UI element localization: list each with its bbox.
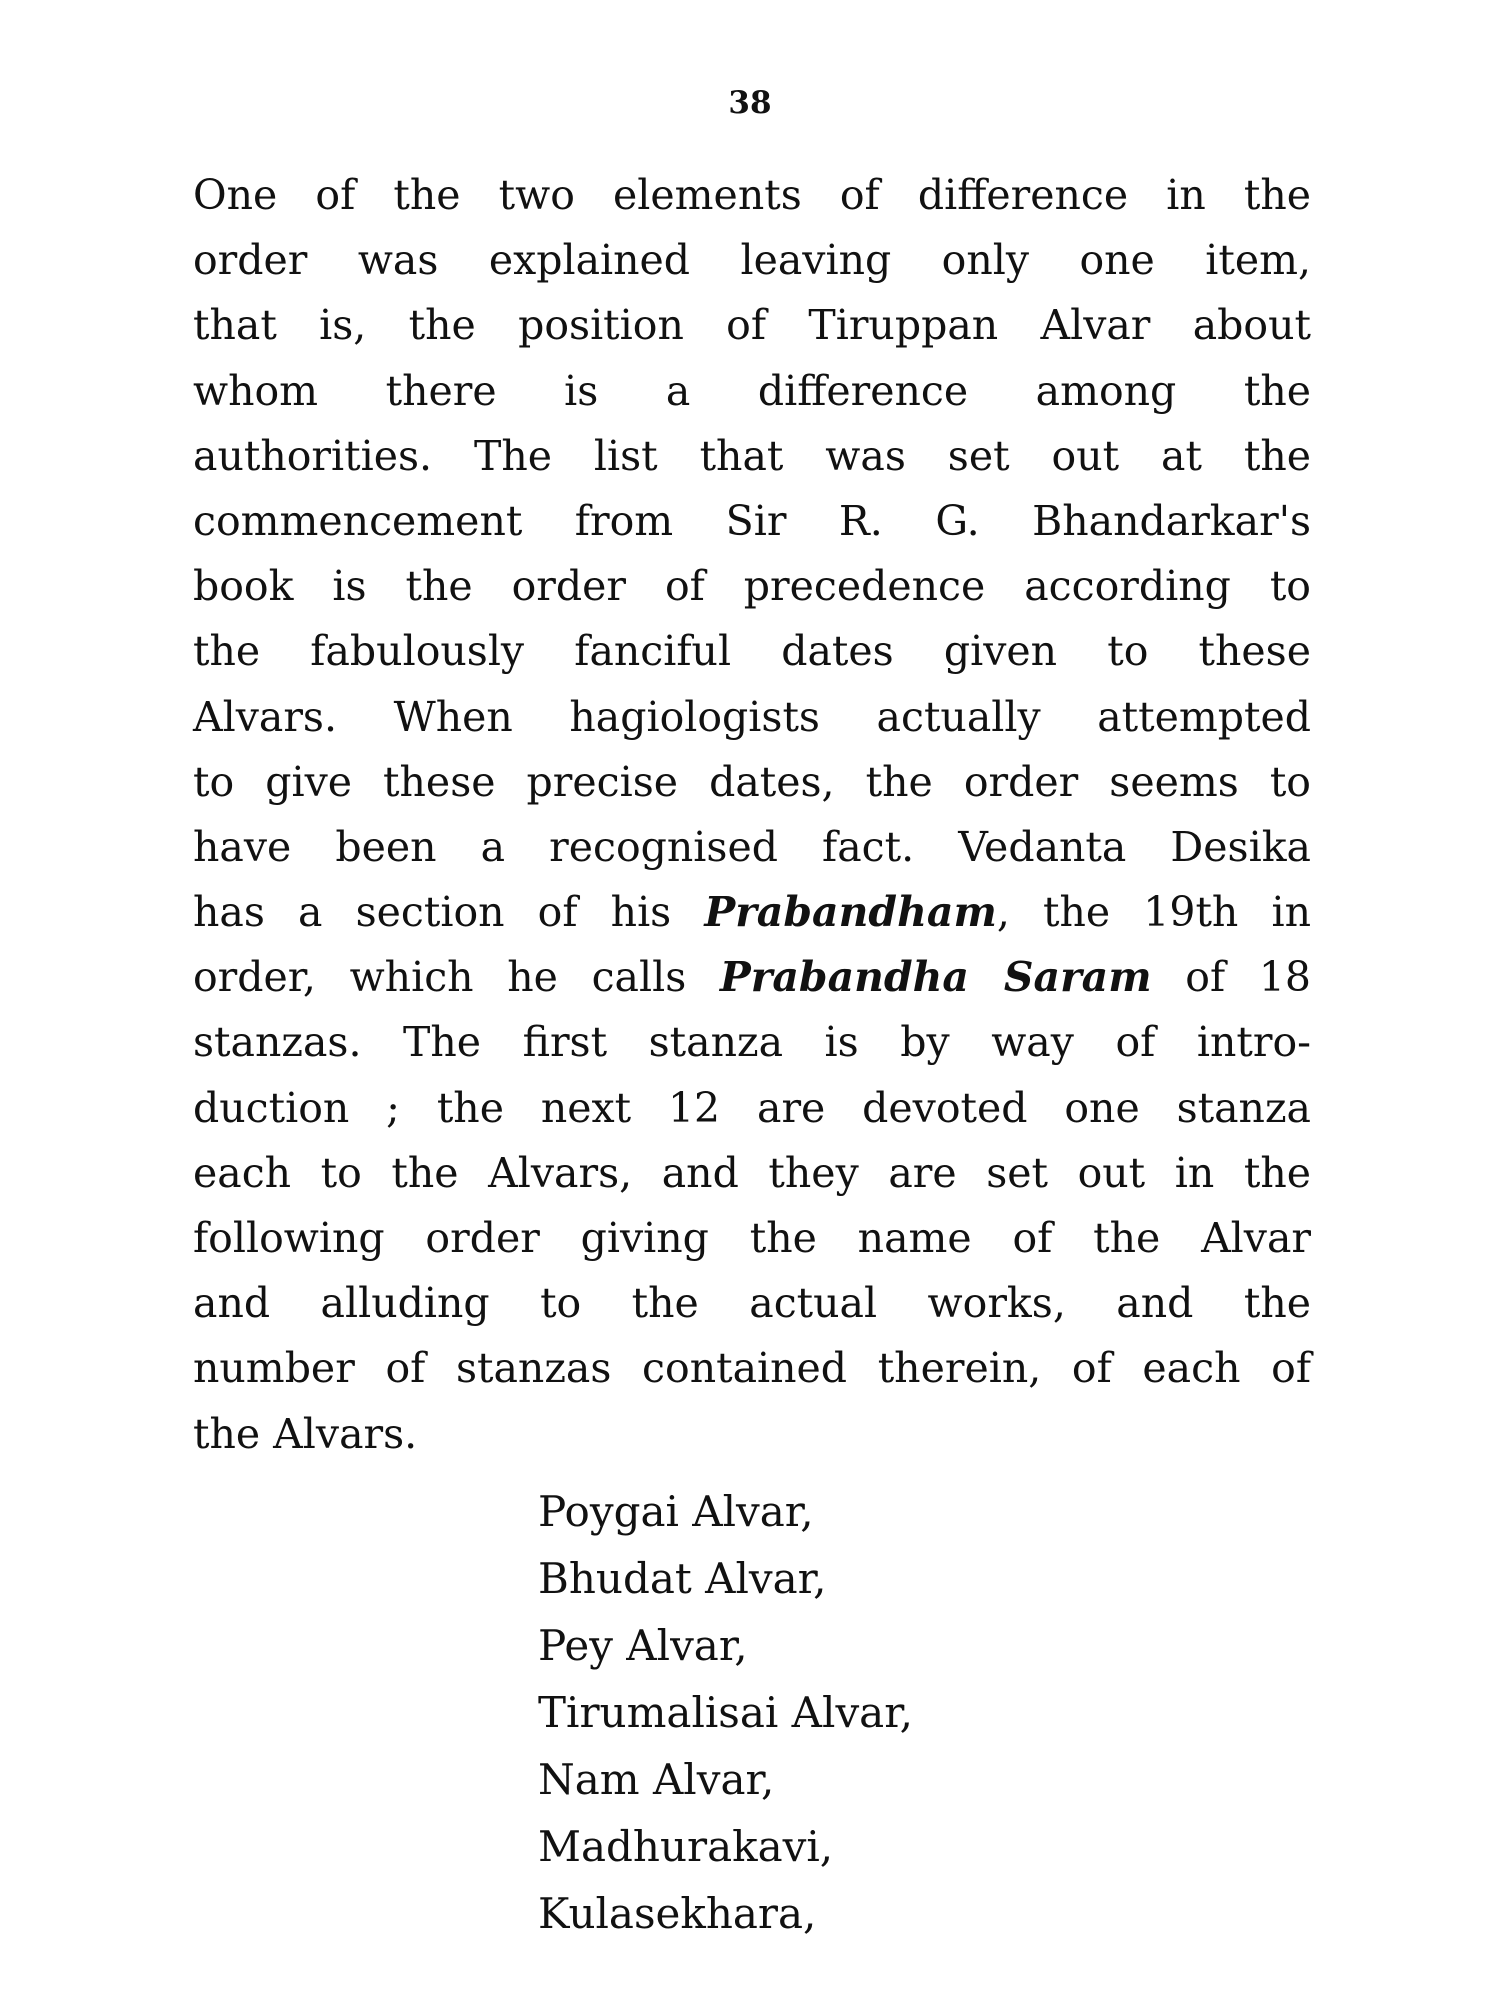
- text-line: number of stanzas contained therein, of each of: [193, 1344, 1311, 1393]
- text-line: order, which he calls Prabandha Saram of 18: [193, 953, 1311, 1002]
- text-line: stanzas. The first stanza is by way of intro-: [193, 1018, 1311, 1067]
- text-line: have been a recognised fact. Vedanta Desika: [193, 822, 1311, 871]
- text-line: each to the Alvars, and they are set out in the: [193, 1148, 1311, 1197]
- work-title: Prabandha Saram: [719, 953, 1152, 1002]
- text-line: duction ; the next 12 are devoted one stanza: [193, 1083, 1311, 1132]
- text-line: has a section of his Prabandham, the 19th in: [193, 888, 1311, 937]
- text-line: and alluding to the actual works, and the: [193, 1279, 1311, 1328]
- list-item: Madhurakavi,: [538, 1822, 834, 1871]
- list-item: Pey Alvar,: [538, 1621, 748, 1670]
- text-line: to give these precise dates, the order seems to: [193, 757, 1311, 806]
- text-line: book is the order of precedence according to: [193, 562, 1311, 611]
- list-item: Nam Alvar,: [538, 1755, 775, 1804]
- text-line: the fabulously fanciful dates given to these: [193, 627, 1311, 676]
- text-line: commencement from Sir R. G. Bhandarkar's: [193, 496, 1311, 545]
- body-paragraph: [193, 163, 1311, 1467]
- alvar-list: [538, 1478, 913, 1947]
- page-number: 38: [728, 85, 772, 121]
- list-item: Tirumalisai Alvar,: [538, 1688, 914, 1737]
- text-line: Alvars. When hagiologists actually attempted: [193, 692, 1311, 741]
- text-line: the Alvars.: [193, 1409, 418, 1458]
- text-line: that is, the position of Tiruppan Alvar about: [193, 301, 1311, 350]
- text-line: authorities. The list that was set out at the: [193, 431, 1311, 480]
- text-line: whom there is a difference among the: [193, 366, 1311, 415]
- list-item: Bhudat Alvar,: [538, 1554, 827, 1603]
- text-line: One of the two elements of difference in the: [193, 171, 1311, 219]
- list-item: Kulasekhara,: [538, 1889, 817, 1938]
- list-item: Poygai Alvar,: [538, 1487, 814, 1536]
- text-line: order was explained leaving only one item,: [193, 236, 1311, 285]
- text-line: following order giving the name of the Alvar: [193, 1214, 1311, 1262]
- work-title: Prabandham: [704, 888, 997, 937]
